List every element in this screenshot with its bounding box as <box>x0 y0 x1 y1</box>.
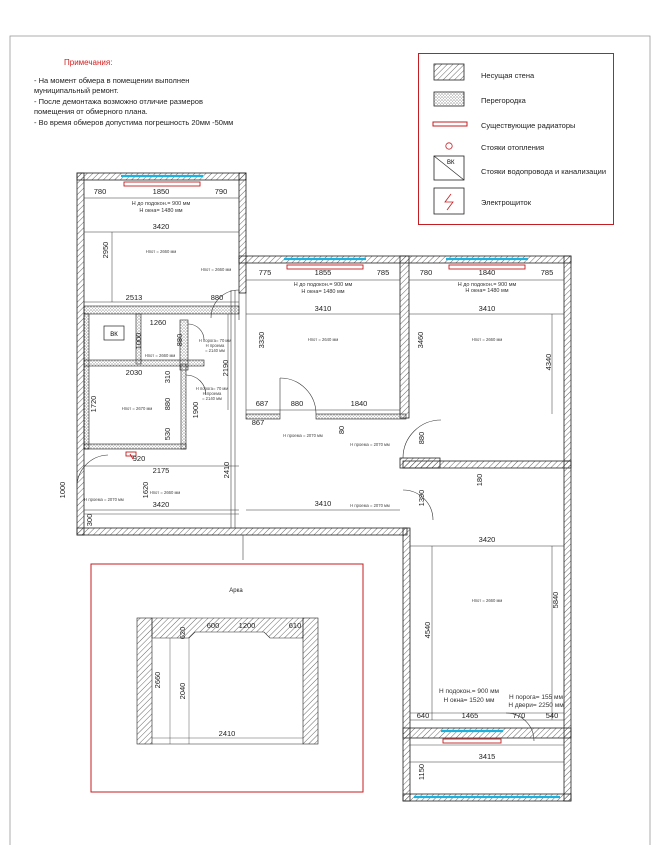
dim-640: 640 <box>416 711 430 720</box>
dim-2513: 2513 <box>125 293 143 302</box>
dim-785a: 785 <box>376 268 390 277</box>
dim-880e: 880 <box>417 431 426 445</box>
partition-icon <box>434 92 464 106</box>
dim-687: 687 <box>255 399 269 408</box>
dim-80: 80 <box>337 425 346 435</box>
door-height-3: H проема = 2070 мм <box>350 503 390 508</box>
dim-1620: 1620 <box>141 481 150 499</box>
dim-3460: 3460 <box>416 331 425 349</box>
dim-920: 920 <box>132 454 146 463</box>
threshold-1c: = 2140 мм <box>205 348 225 353</box>
ceiling-height-4: Hпот = 2660 мм <box>471 598 503 603</box>
arch-dim-2660: 2660 <box>153 671 162 689</box>
door-height-1: H проема = 2070 мм <box>283 433 323 438</box>
balcony-sill-height: H подокон.= 900 мм <box>438 688 500 695</box>
arch-dim-600: 600 <box>206 621 220 630</box>
dim-1000b: 1000 <box>58 481 67 499</box>
dim-867: 867 <box>251 418 265 427</box>
notes-line: - После демонтажа возможно отличие размеров <box>34 96 203 106</box>
dim-1465: 1465 <box>461 711 479 720</box>
dim-1850: 1850 <box>152 187 170 196</box>
dim-1855: 1855 <box>314 268 332 277</box>
dim-790: 790 <box>214 187 228 196</box>
arch-title: Арка <box>229 588 243 594</box>
dim-880a: 880 <box>210 293 224 302</box>
threshold-1b: H проема <box>205 343 225 348</box>
dim-1900: 1900 <box>191 401 200 419</box>
arch-dim-620: 620 <box>178 626 187 640</box>
dim-1000: 1000 <box>134 332 143 350</box>
legend-label: Несущая стена <box>481 71 535 80</box>
dim-3410b: 3410 <box>478 304 496 313</box>
window-sill-height-2: H до подокон.= 900 мм <box>293 282 353 288</box>
dim-4340: 4340 <box>544 353 553 371</box>
dim-2950: 2950 <box>101 241 110 259</box>
dim-2190: 2190 <box>221 359 230 377</box>
dim-1840b: 1840 <box>478 268 496 277</box>
threshold-2b: H проема <box>202 391 222 396</box>
wall-left <box>77 173 84 535</box>
dim-180: 180 <box>475 473 484 487</box>
dim-785b: 785 <box>540 268 554 277</box>
dim-530: 530 <box>163 427 172 441</box>
threshold-2c: = 2140 мм <box>202 396 222 401</box>
notes-line: муниципальный ремонт. <box>34 86 119 95</box>
arch-dim-610: 610 <box>288 621 302 630</box>
dim-540: 540 <box>545 711 559 720</box>
dim-1390: 1390 <box>417 489 426 507</box>
notes-block <box>34 58 304 128</box>
window-height-2: H окна= 1480 мм <box>301 289 345 295</box>
door-height-4: H проема = 2070 мм <box>84 497 124 502</box>
electrical-panel-icon <box>434 188 464 214</box>
legend-label: Стояки отопления <box>481 143 545 152</box>
dim-1150: 1150 <box>417 763 426 781</box>
radiator-icon <box>433 122 467 126</box>
dim-2175: 2175 <box>152 466 170 475</box>
legend-label: Электрощиток <box>481 198 531 207</box>
window-sill-height-3: H до подокон.= 900 мм <box>457 282 517 288</box>
dim-880c: 880 <box>163 397 172 411</box>
dim-3410a: 3410 <box>314 304 332 313</box>
ceiling-height-5: Hпот = 2670 мм <box>121 406 153 411</box>
dim-770: 770 <box>512 711 526 720</box>
dim-3415: 3415 <box>478 752 496 761</box>
threshold-2: H порога= 70 мм <box>195 386 229 391</box>
wall-bottom <box>77 528 407 535</box>
notes-line: - На момент обмера в помещении выполнен <box>34 75 190 85</box>
arch-dim-2040: 2040 <box>178 682 187 700</box>
dim-1840a: 1840 <box>350 399 368 408</box>
door-height-2: H проема = 2070 мм <box>350 442 390 447</box>
arch-dim-1200: 1200 <box>238 621 256 630</box>
ceiling-height-6: Hпот = 2660 мм <box>144 353 176 358</box>
load-bearing-wall-icon <box>434 64 464 80</box>
arch-drawing <box>137 618 318 744</box>
window-height-1: H окна= 1480 мм <box>139 208 183 214</box>
legend-vk-symbol: ВК <box>447 160 455 166</box>
vk-label: ВК <box>110 332 118 338</box>
dim-780a: 780 <box>93 187 107 196</box>
ceiling-height-7: Hпот = 2660 мм <box>149 490 181 495</box>
dim-3420b: 3420 <box>152 500 170 509</box>
dim-2030: 2030 <box>125 368 143 377</box>
arch-dim-2410: 2410 <box>218 729 236 738</box>
window-height-3: H окна= 1480 мм <box>465 288 509 294</box>
ceiling-height-1: Hпот = 2660 мм <box>145 249 177 254</box>
ceiling-height-2: Hпот = 2640 мм <box>307 337 339 342</box>
notes-line: - Во время обмеров допустима погрешность 20мм -50мм <box>34 117 234 127</box>
dim-1720: 1720 <box>89 395 98 413</box>
threshold-1: H порога= 70 мм <box>198 338 232 343</box>
dim-2410: 2410 <box>222 461 231 479</box>
window-sill-height-1: H до подокон.= 900 мм <box>131 201 191 207</box>
balcony-door-height: H двери= 2250 мм <box>508 702 564 709</box>
dim-310: 310 <box>163 370 172 384</box>
legend <box>418 53 614 225</box>
dim-300: 300 <box>85 513 94 527</box>
dim-3420a: 3420 <box>152 222 170 231</box>
notes-title: Примечания: <box>64 58 113 67</box>
dim-4540: 4540 <box>423 621 432 639</box>
ceiling-height-3: Hпот = 2660 мм <box>471 337 503 342</box>
dim-780b: 780 <box>419 268 433 277</box>
balcony-threshold: H порога= 155 мм <box>509 694 563 701</box>
legend-symbols <box>429 54 469 222</box>
dim-3330: 3330 <box>257 331 266 349</box>
legend-label: Перегородка <box>481 96 526 105</box>
heating-riser-icon <box>446 143 452 149</box>
legend-label: Стояки водопровода и канализации <box>481 167 607 176</box>
dim-3410c: 3410 <box>314 499 332 508</box>
dim-1260: 1260 <box>149 318 167 327</box>
dim-880d: 880 <box>290 399 304 408</box>
dim-775: 775 <box>258 268 272 277</box>
ceiling-height-8: Hпот = 2660 мм <box>200 267 232 272</box>
balcony-window-height: H окна= 1520 мм <box>443 697 495 704</box>
notes-line: помещения от обмерного плана. <box>34 107 148 116</box>
dim-3420c: 3420 <box>478 535 496 544</box>
partitions <box>84 306 406 449</box>
dim-5840: 5840 <box>551 591 560 609</box>
dim-880b: 880 <box>175 333 184 347</box>
arch-detail-frame <box>91 564 363 792</box>
legend-label: Существующие радиаторы <box>481 121 576 130</box>
